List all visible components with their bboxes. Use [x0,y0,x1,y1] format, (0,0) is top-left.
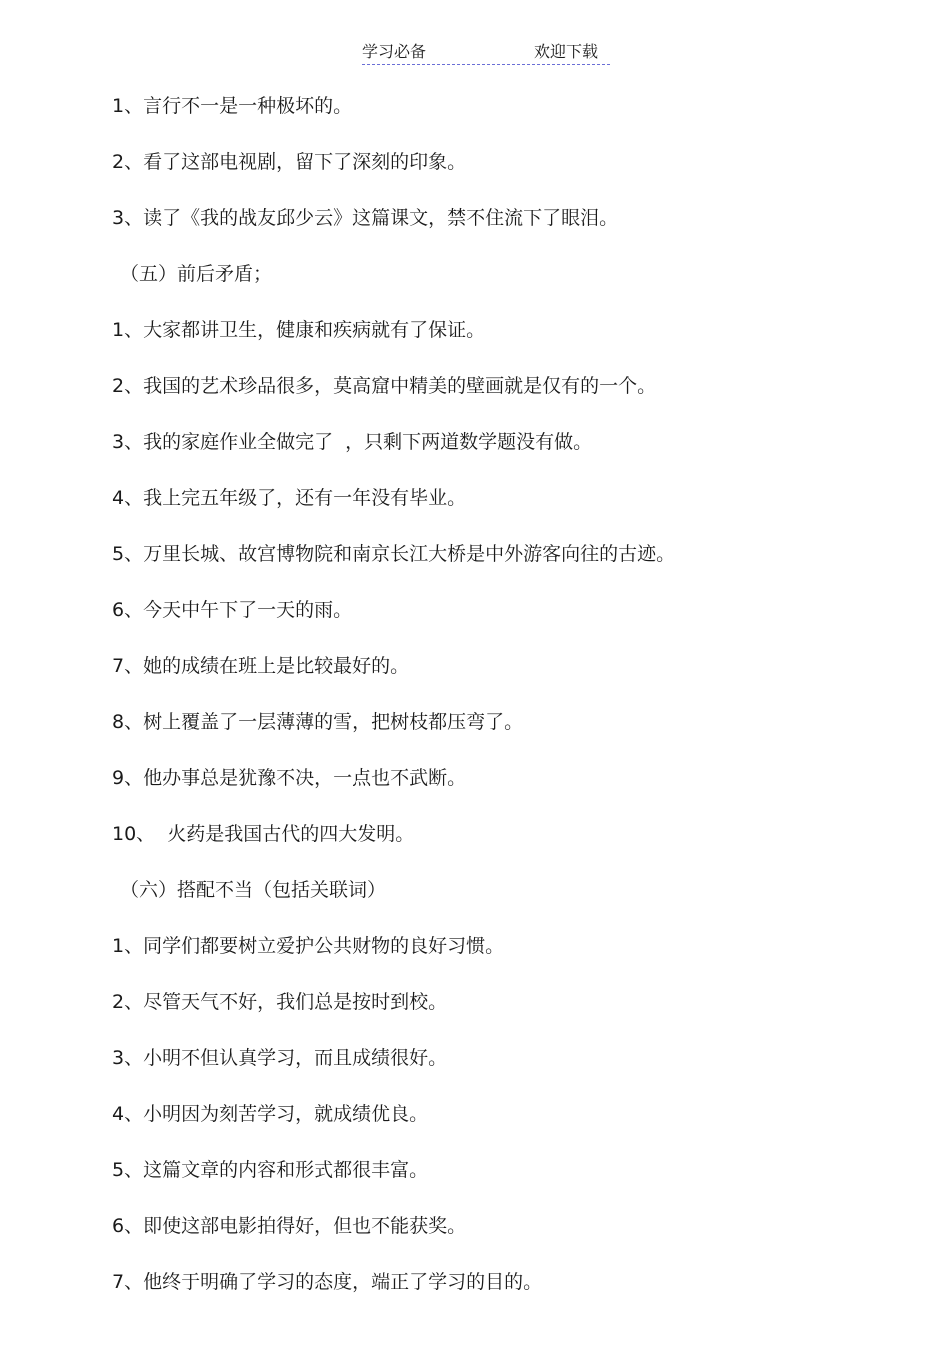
exercise-sentence: 5、这篇文章的内容和形式都很丰富。 [112,1159,429,1181]
exercise-sentence: 3、我的家庭作业全做完了 ，只剩下两道数学题没有做。 [112,431,593,453]
page-header [362,40,610,65]
section-heading: （五）前后矛盾； [120,263,273,285]
exercise-sentence: 6、今天中午下了一天的雨。 [112,599,353,621]
section-heading: （六）搭配不当（包括关联词） [120,879,387,901]
header-right-text: 欢迎下载 [534,42,599,61]
exercise-sentence: 4、小明因为刻苦学习，就成绩优良。 [112,1103,429,1125]
exercise-sentence: 1、同学们都要树立爱护公共财物的良好习惯。 [112,935,505,957]
exercise-sentence: 2、看了这部电视剧，留下了深刻的印象。 [112,151,467,173]
exercise-sentence: 8、树上覆盖了一层薄薄的雪，把树枝都压弯了。 [112,711,524,733]
exercise-sentence: 1、大家都讲卫生，健康和疾病就有了保证。 [112,319,486,341]
exercise-sentence: 5、万里长城、故宫博物院和南京长江大桥是中外游客向往的古迹。 [112,543,676,565]
exercise-sentence: 6、即使这部电影拍得好，但也不能获奖。 [112,1215,467,1237]
exercise-sentence: 1、言行不一是一种极坏的。 [112,95,353,117]
exercise-sentence: 2、尽管天气不好，我们总是按时到校。 [112,991,448,1013]
header-left-text: 学习必备 [362,42,427,61]
exercise-sentence: 3、小明不但认真学习，而且成绩很好。 [112,1047,448,1069]
exercise-sentence: 3、读了《我的战友邱少云》这篇课文，禁不住流下了眼泪。 [112,207,619,229]
exercise-sentence: 7、他终于明确了学习的态度，端正了学习的目的。 [112,1271,543,1293]
exercise-sentence: 4、我上完五年级了，还有一年没有毕业。 [112,487,467,509]
exercise-sentence: 2、我国的艺术珍品很多，莫高窟中精美的壁画就是仅有的一个。 [112,375,657,397]
exercise-sentence: 10、 火药是我国古代的四大发明。 [112,823,415,845]
exercise-sentence: 9、他办事总是犹豫不决，一点也不武断。 [112,767,467,789]
exercise-sentence: 7、她的成绩在班上是比较最好的。 [112,655,410,677]
exercise-list [112,91,950,1323]
